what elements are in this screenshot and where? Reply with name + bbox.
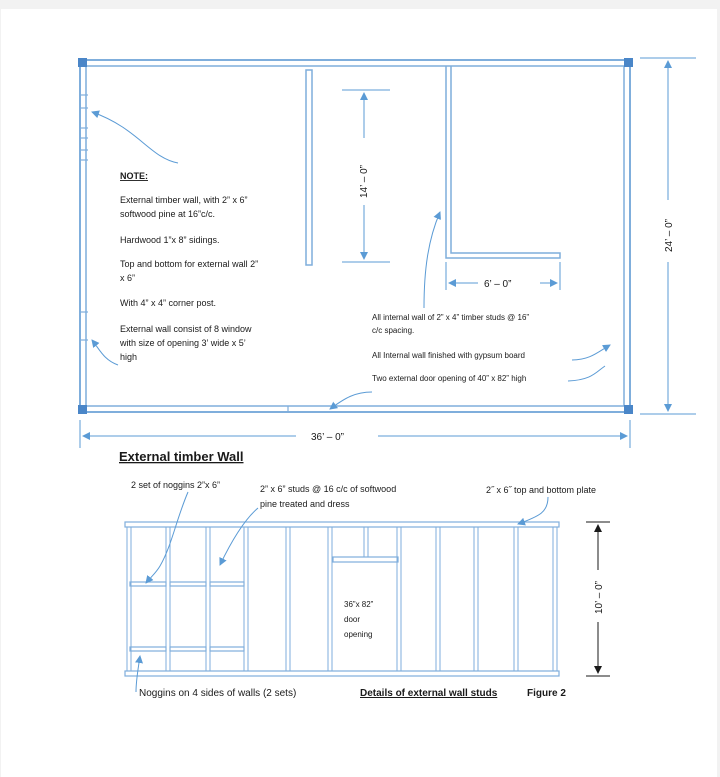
studs: [127, 527, 557, 671]
dim-partition-label: 14’ – 0”: [359, 165, 370, 198]
door-header: [333, 557, 398, 562]
internal-note-line: All Internal wall finished with gypsum board: [372, 351, 525, 360]
door-label: opening: [344, 630, 373, 639]
window-openings: [80, 95, 88, 340]
label-studs: pine treated and dress: [260, 499, 350, 509]
stud: [328, 527, 332, 671]
leader-gypsum: [572, 345, 610, 360]
note-line: x 6”: [120, 273, 136, 283]
stud: [206, 527, 210, 671]
noggin: [210, 582, 244, 586]
leader-plates: [518, 497, 548, 524]
note-line: Top and bottom for external wall 2”: [120, 259, 259, 269]
stud: [286, 527, 290, 671]
stud: [436, 527, 440, 671]
leader-noggins-note: [136, 656, 140, 692]
internal-note-line: All internal wall of 2” x 4” timber studs @ 16”: [372, 313, 530, 322]
note-title: NOTE:: [120, 171, 148, 181]
wall-elevation: [119, 449, 610, 699]
internal-wall-l: [446, 66, 560, 258]
leader-note-windows: [92, 112, 178, 163]
noggins-note: Noggins on 4 sides of walls (2 sets): [139, 688, 297, 699]
note-line: high: [120, 352, 138, 362]
leader-studs: [220, 508, 258, 565]
note-line: External timber wall, with 2” x 6”: [120, 195, 248, 205]
internal-note-line: c/c spacing.: [372, 326, 415, 335]
corner-post: [624, 58, 633, 67]
leader-noggins-sets: [146, 492, 188, 583]
corner-post: [624, 405, 633, 414]
noggins: [130, 582, 244, 651]
noggin: [170, 647, 206, 651]
noggin: [130, 582, 166, 586]
leader-internal-walls: [424, 212, 440, 308]
bottom-plate: [125, 671, 559, 676]
dim-width-label: 36’ – 0”: [311, 432, 344, 443]
noggin: [130, 647, 166, 651]
noggin: [170, 582, 206, 586]
details-label: Details of external wall studs: [360, 688, 498, 699]
dim-internal-label: 6’ – 0”: [484, 279, 512, 290]
figure-label: Figure 2: [527, 688, 566, 699]
note-line: Hardwood 1”x 8” sidings.: [120, 235, 220, 245]
label-noggins-sets: 2 set of noggins 2”x 6”: [131, 480, 221, 490]
stud: [553, 527, 557, 671]
elevation-title: External timber Wall: [119, 449, 244, 464]
dim-height-label: 10’ – 0”: [594, 581, 605, 614]
label-studs: 2” x 6” studs @ 16 c/c of softwood: [260, 484, 397, 494]
dim-depth-label: 24’ – 0”: [664, 219, 675, 252]
leader-door-right: [568, 366, 605, 381]
corner-post: [78, 58, 87, 67]
door-label: door: [344, 615, 361, 624]
stud: [474, 527, 478, 671]
stud: [244, 527, 248, 671]
top-plate: [125, 522, 559, 527]
stud: [397, 527, 401, 671]
corner-post: [78, 405, 87, 414]
note-line: softwood pine at 16”c/c.: [120, 209, 216, 219]
internal-note-line: Two external door opening of 40” x 82” high: [372, 374, 527, 383]
leader-note-window-size: [92, 340, 118, 365]
note-line: With 4” x 4” corner post.: [120, 298, 217, 308]
note-line: External wall consist of 8 window: [120, 324, 252, 334]
note-line: with size of opening 3’ wide x 5’: [120, 338, 246, 348]
floor-plan: [78, 58, 696, 448]
noggin: [210, 647, 244, 651]
partition-wall: [306, 70, 312, 265]
label-plates: 2˝ x 6˝ top and bottom plate: [486, 485, 597, 495]
door-label: 36”x 82”: [344, 600, 374, 609]
stud: [514, 527, 518, 671]
